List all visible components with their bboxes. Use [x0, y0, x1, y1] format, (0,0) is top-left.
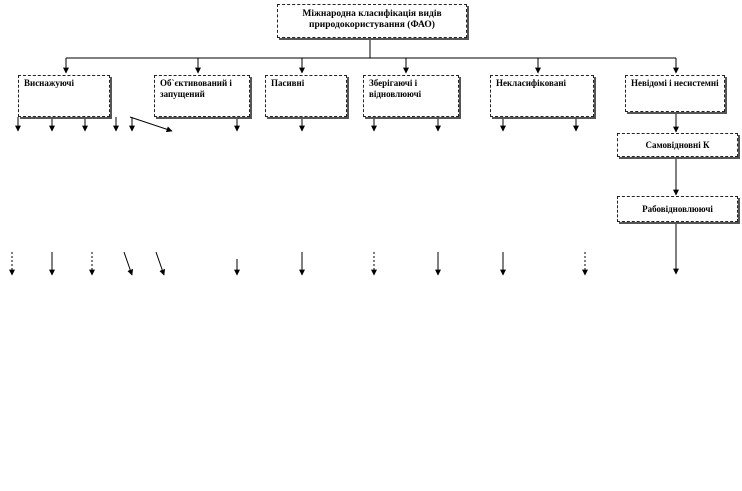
category-box-objectified: [154, 75, 250, 117]
lower-arrow: [124, 252, 132, 275]
category-label: Об`єктивований і запущений: [160, 78, 232, 99]
diagram-title-box: [277, 4, 467, 38]
category-label: Виснажуючі: [24, 78, 75, 88]
lower-arrow: [156, 252, 164, 275]
category-box-unclassified: [490, 75, 594, 117]
category-box-passive: [265, 75, 347, 117]
category-box-conserving: [363, 75, 459, 117]
sub-node-self-restoring: [617, 133, 738, 157]
category-box-unknown: [625, 75, 725, 112]
diagram-title: Міжнародна класифікація видів природокористування (ФАО): [302, 9, 442, 30]
category-label: Зберігаючі і відновлюючі: [369, 78, 422, 99]
category-label: Пасивні: [271, 78, 305, 88]
sub-node-label: Самовідновні К: [645, 139, 710, 150]
sub-node-label: Рабовідновлюючі: [642, 203, 713, 214]
category-label: Невідомі і несистемні: [631, 78, 719, 88]
sub-node-restoring: [617, 196, 738, 222]
branch-arrow: [130, 117, 172, 131]
category-box-depleting: [18, 75, 110, 117]
category-label: Некласифіковані: [496, 78, 567, 88]
